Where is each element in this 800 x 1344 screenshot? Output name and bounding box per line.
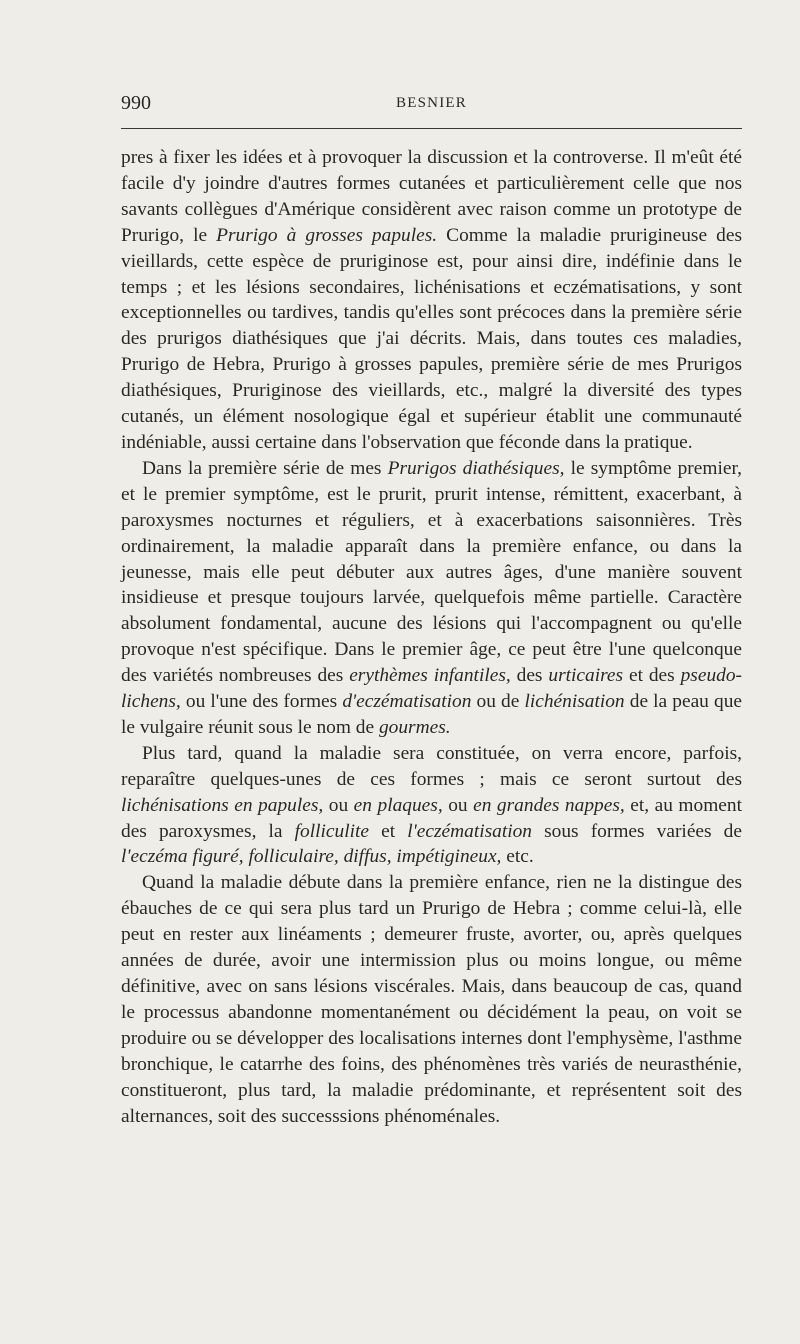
paragraph bbox=[121, 870, 742, 1129]
paragraph bbox=[121, 741, 742, 871]
text-run: de la peau que le vulgaire réunit sous le nom de bbox=[121, 691, 742, 738]
body-text bbox=[121, 145, 742, 1129]
text-run: ou bbox=[442, 794, 474, 816]
text-run: et bbox=[368, 820, 408, 842]
text-run: ou bbox=[323, 794, 354, 816]
text-run: pres à fixer les idées et à provoquer la discussion et la controverse. Il m'eût été facile d'y joindre d'autres formes cutanées et particulièrement celle que nos savants collègues d'Amérique considèrent avec raison comme un prototype de Prurigo, le bbox=[121, 147, 742, 246]
italic-text: d'eczématisation bbox=[342, 691, 472, 713]
italic-text: pseudo-lichens, bbox=[121, 665, 742, 713]
text-run: sous formes variées de bbox=[532, 820, 742, 842]
italic-text: lichénisations en papules, bbox=[121, 794, 324, 816]
italic-text: en grandes nappes, bbox=[473, 794, 625, 816]
text-run: Plus tard, quand la maladie sera constituée, on verra encore, parfois, reparaître quelques-unes de ces formes ; mais ce seront surtout des bbox=[121, 742, 742, 790]
page-number: 990 bbox=[121, 92, 151, 114]
text-run: et, au moment des paroxysmes, la bbox=[121, 794, 742, 842]
italic-text: Prurigo à grosses papules. bbox=[216, 224, 438, 246]
text-run: des bbox=[510, 665, 549, 687]
italic-text: folliculite bbox=[294, 820, 369, 842]
text-run: Comme la maladie prurigineuse des vieillards, cette espèce de pruriginose est, pour ainsi dire, indéfinie dans le temps ; et les lésions secondaires, lichénisations et eczématisations, y sont exceptionnelles ou tardives, tandis qu'elles sont précoces dans la première série des prurigos diathésiques que j'ai décrits. Mais, dans toutes ces maladies, Prurigo de Hebra, Prurigo à grosses papules, première série de mes Prurigos diathésiques, Pruriginose des vieillards, etc., malgré la diversité des types cutanés, un élément nosologique égal et supérieur établit une communauté indéniable, aussi certaine dans l'observation que féconde dans la pratique. bbox=[121, 224, 742, 453]
text-run: Quand la maladie débute dans la première enfance, rien ne la distingue des ébauches de ce qui sera plus tard un Prurigo de Hebra ; comme celui-là, elle peut en rester aux linéaments ; demeurer fruste, avorter, ou, après quelques années de durée, avoir une intermission plus ou moins longue, ou même définitive, avec on sans lésions viscérales. Mais, dans beaucoup de cas, quand le processus abandonne momentanément ou décidément la peau, on voit se produire ou se développer des localisations internes dont l'emphysème, l'asthme bronchique, le catarrhe des foins, des phénomènes très variés de neurasthénie, constitueront, plus tard, la maladie prédominante, et représentent soit des alternances, soit des successsions phénoménales. bbox=[121, 872, 742, 1127]
text-run: ou l'une des formes bbox=[180, 691, 343, 713]
italic-text: l'eczéma figuré, folliculaire, diffus, impétigineux, bbox=[121, 846, 502, 868]
running-head: BESNIER bbox=[396, 95, 467, 111]
text-run: ou de bbox=[471, 691, 525, 713]
text-run: et des bbox=[623, 665, 681, 687]
header-rule bbox=[121, 128, 742, 129]
italic-text: Prurigos diathésiques, bbox=[387, 457, 565, 479]
text-run: le symptôme premier, et le premier symptôme, est le prurit, prurit intense, rémittent, exacerbant, à paroxysmes nocturnes et réguliers, et à exacerbations saisonnières. Très ordinairement, la maladie apparaît dans la première enfance, ou dans la jeunesse, mais elle peut débuter aux autres âges, d'une manière souvent insidieuse et presque toujours larvée, quelquefois même partielle. Caractère absolument fondamental, aucune des lésions qui l'accompagnent ou qu'elle provoque n'est spécifique. Dans le premier âge, ce peut être l'une quelconque des variétés nombreuses des bbox=[121, 457, 742, 687]
text-run: Dans la première série de mes bbox=[142, 457, 388, 479]
italic-text: l'eczématisation bbox=[407, 820, 532, 842]
paragraph bbox=[121, 456, 742, 741]
paragraph bbox=[121, 145, 742, 456]
page-header bbox=[121, 92, 742, 118]
italic-text: erythèmes infantiles, bbox=[349, 665, 511, 687]
text-run: etc. bbox=[501, 846, 534, 868]
italic-text: en plaques, bbox=[353, 794, 443, 816]
italic-text: lichénisation bbox=[524, 691, 625, 713]
italic-text: urticaires bbox=[548, 665, 624, 687]
italic-text: gourmes. bbox=[378, 716, 451, 738]
